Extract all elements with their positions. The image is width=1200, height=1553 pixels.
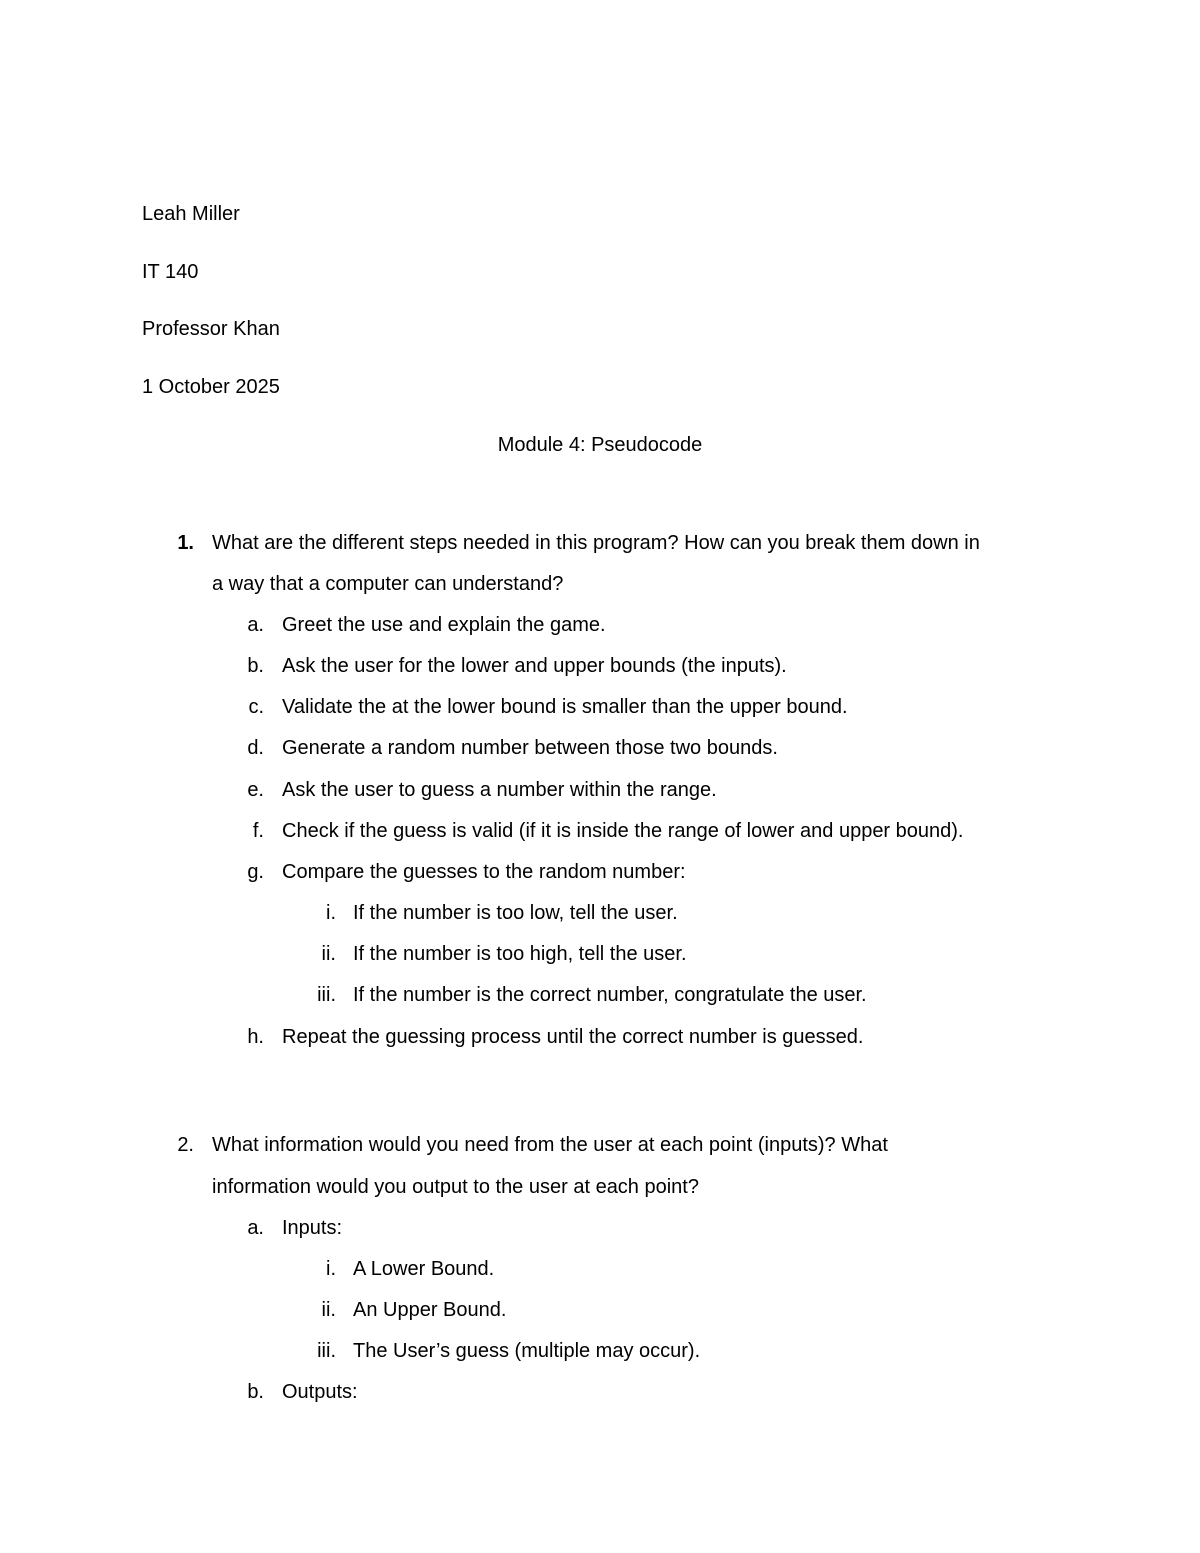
q2-subitem-text: An Upper Bound. <box>353 1299 507 1321</box>
q2-subitem-text: A Lower Bound. <box>353 1258 495 1280</box>
q2-text-line2: information would you output to the user at each point? <box>212 1176 699 1198</box>
q2-item-marker: a. <box>247 1217 264 1239</box>
q2-subitem-marker: iii. <box>317 1340 336 1362</box>
q1-item-marker: d. <box>247 737 264 759</box>
q1-item-text: Repeat the guessing process until the correct number is guessed. <box>282 1026 864 1048</box>
q1-item-marker: c. <box>248 696 264 718</box>
q1-item-text: Ask the user to guess a number within the range. <box>282 779 717 801</box>
q2-item-text: Inputs: <box>282 1217 343 1239</box>
q2-subitem-marker: i. <box>326 1258 336 1280</box>
q1-subitem-marker: i. <box>326 902 336 924</box>
q1-subitem-marker: iii. <box>317 984 336 1006</box>
q1-subitem-text: If the number is too high, tell the user. <box>353 943 687 965</box>
q2-text-line1: What information would you need from the user at each point (inputs)? What <box>212 1134 888 1156</box>
q2-item-text: Outputs: <box>282 1381 358 1403</box>
q1-item-marker: g. <box>247 861 264 883</box>
q1-item-text: Check if the guess is valid (if it is inside the range of lower and upper bound). <box>282 820 964 842</box>
q1-text-line2: a way that a computer can understand? <box>212 573 564 595</box>
q1-subitem-text: If the number is the correct number, congratulate the user. <box>353 984 867 1006</box>
q2-subitem-text: The User’s guess (multiple may occur). <box>353 1340 701 1362</box>
q1-text-line1: What are the different steps needed in this program? How can you break them down in <box>212 532 980 554</box>
q1-item-text: Compare the guesses to the random number: <box>282 861 686 883</box>
q1-item-marker: a. <box>247 614 264 636</box>
q1-subitem-text: If the number is too low, tell the user. <box>353 902 678 924</box>
q2-number: 2. <box>177 1134 194 1156</box>
course-code: IT 140 <box>142 261 199 283</box>
q2-item-marker: b. <box>247 1381 264 1403</box>
q1-subitem-marker: ii. <box>321 943 336 965</box>
q1-item-text: Generate a random number between those two bounds. <box>282 737 778 759</box>
professor-name: Professor Khan <box>142 318 280 340</box>
q1-item-marker: h. <box>247 1026 264 1048</box>
q1-item-marker: b. <box>247 655 264 677</box>
q1-item-text: Validate the at the lower bound is smaller than the upper bound. <box>282 696 848 718</box>
q1-item-marker: f. <box>252 820 264 842</box>
q1-item-text: Greet the use and explain the game. <box>282 614 606 636</box>
student-name: Leah Miller <box>142 203 240 225</box>
q1-number: 1. <box>177 532 194 554</box>
q1-item-text: Ask the user for the lower and upper bounds (the inputs). <box>282 655 787 677</box>
document-title: Module 4: Pseudocode <box>497 434 703 456</box>
q2-subitem-marker: ii. <box>321 1299 336 1321</box>
q1-item-marker: e. <box>247 779 264 801</box>
document-date: 1 October 2025 <box>142 376 280 398</box>
